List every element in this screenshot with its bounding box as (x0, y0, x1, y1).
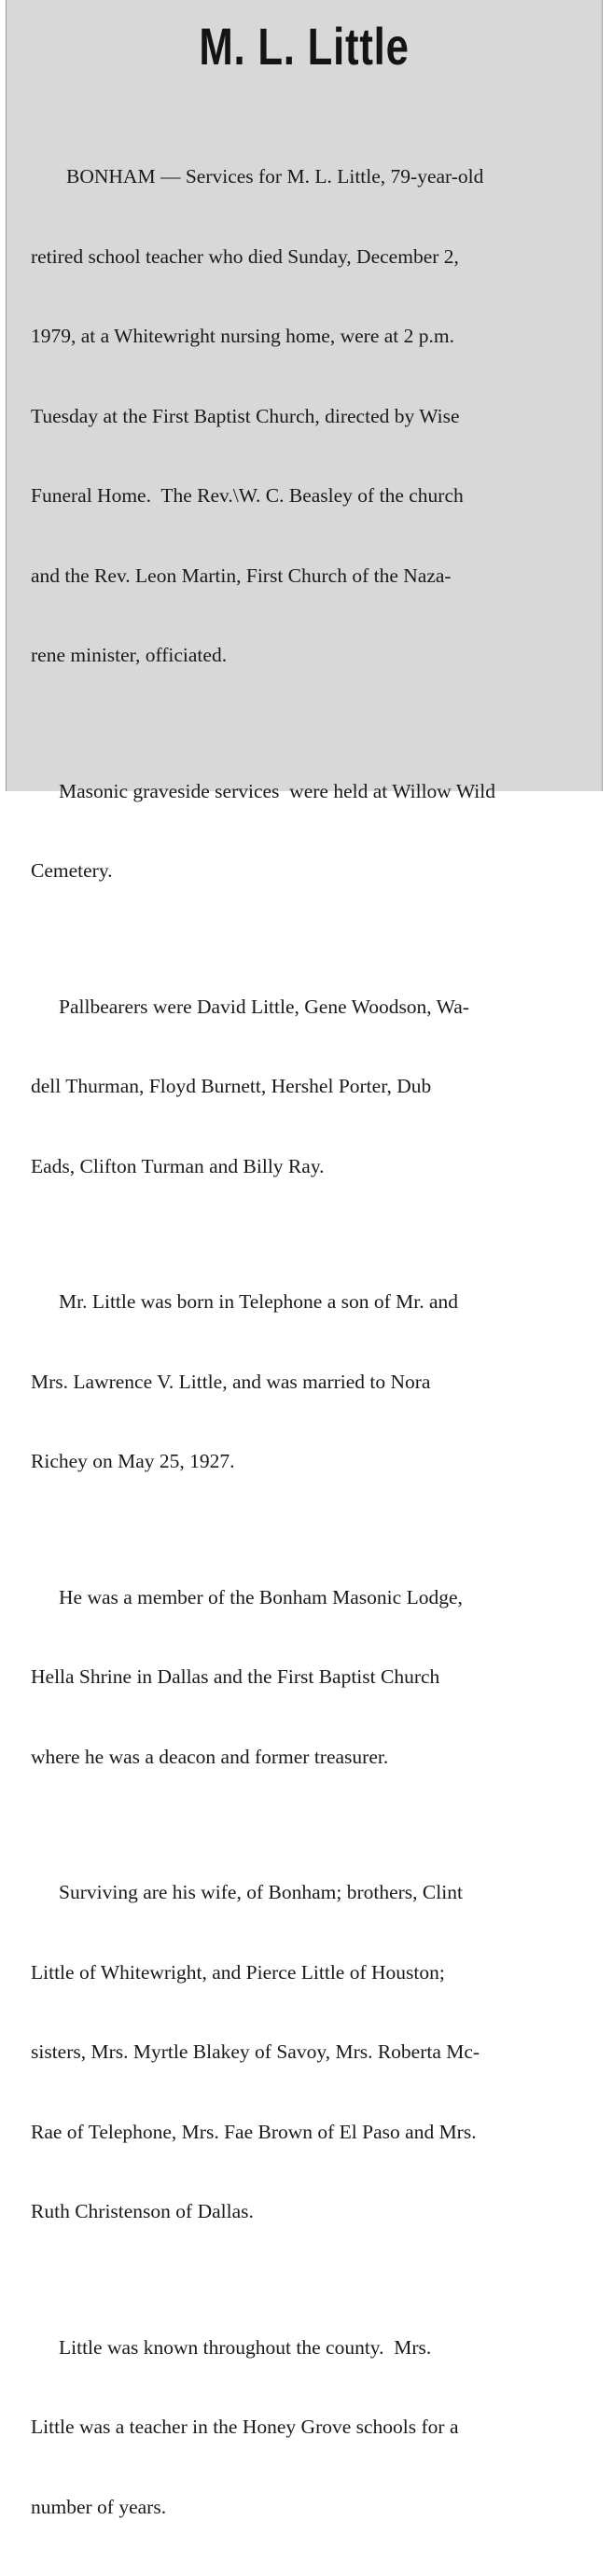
paragraph-graveside (31, 725, 594, 938)
text-line: Little was known throughout the county. Mrs. (59, 2335, 432, 2359)
text-line: Funeral Home. The Rev.\W. C. Beasley of the church (31, 484, 464, 507)
text-line: Surviving are his wife, of Bonham; brothers, Clint (59, 1881, 463, 1903)
paragraph-birth (31, 1235, 594, 1528)
text-line: Rae of Telephone, Mrs. Fae Brown of El Paso and Mrs. (31, 2120, 477, 2143)
obituary-body (31, 110, 594, 2576)
newspaper-clipping (6, 0, 603, 2518)
text-line: Hella Shrine in Dallas and the First Baptist Church (31, 1665, 440, 1688)
text-line: Ruth Christenson of Dallas. (31, 2200, 254, 2222)
text-line: rene minister, officiated. (31, 644, 228, 666)
text-line: where he was a deacon and former treasurer. (31, 1745, 389, 1768)
text-line: Cemetery. (31, 859, 113, 882)
paragraph-services (31, 110, 594, 722)
text-line: Masonic graveside services were held at Willow Wild (59, 779, 495, 802)
text-line: number of years. (31, 2495, 167, 2518)
text-line: retired school teacher who died Sunday, December 2, (31, 244, 459, 268)
text-line: sisters, Mrs. Myrtle Blakey of Savoy, Mrs. Roberta Mc- (31, 2040, 480, 2063)
text-line: 1979, at a Whitewright nursing home, were at 2 p.m. (31, 325, 454, 347)
paragraph-membership (31, 1531, 594, 1824)
text-line: Mr. Little was born in Telephone a son of Mr. and (59, 1290, 459, 1313)
text-line: Little was a teacher in the Honey Grove schools for a (31, 2416, 459, 2438)
paragraph-survivors (31, 1826, 594, 2278)
text-line: He was a member of the Bonham Masonic Lodge, (59, 1585, 463, 1608)
paragraph-teacher (31, 2281, 594, 2574)
text-line: Pallbearers were David Little, Gene Woodson, Wa- (59, 995, 469, 1018)
text-line: Tuesday at the First Baptist Church, directed by Wise (31, 404, 460, 427)
text-line: Mrs. Lawrence V. Little, and was married to Nora (31, 1370, 431, 1393)
text-line: Eads, Clifton Turman and Billy Ray. (31, 1154, 325, 1177)
text-line: Richey on May 25, 1927. (31, 1450, 235, 1472)
paragraph-pallbearers (31, 940, 594, 1233)
text-line: and the Rev. Leon Martin, First Church of the Naza- (31, 564, 452, 587)
text-line: Little of Whitewright, and Pierce Little of Houston; (31, 1960, 445, 1984)
obituary-headline: M. L. Little (199, 17, 410, 76)
text-line: BONHAM — Services for M. L. Little, 79-year-old (66, 165, 484, 188)
text-line: dell Thurman, Floyd Burnett, Hershel Porter, Dub (31, 1075, 432, 1097)
